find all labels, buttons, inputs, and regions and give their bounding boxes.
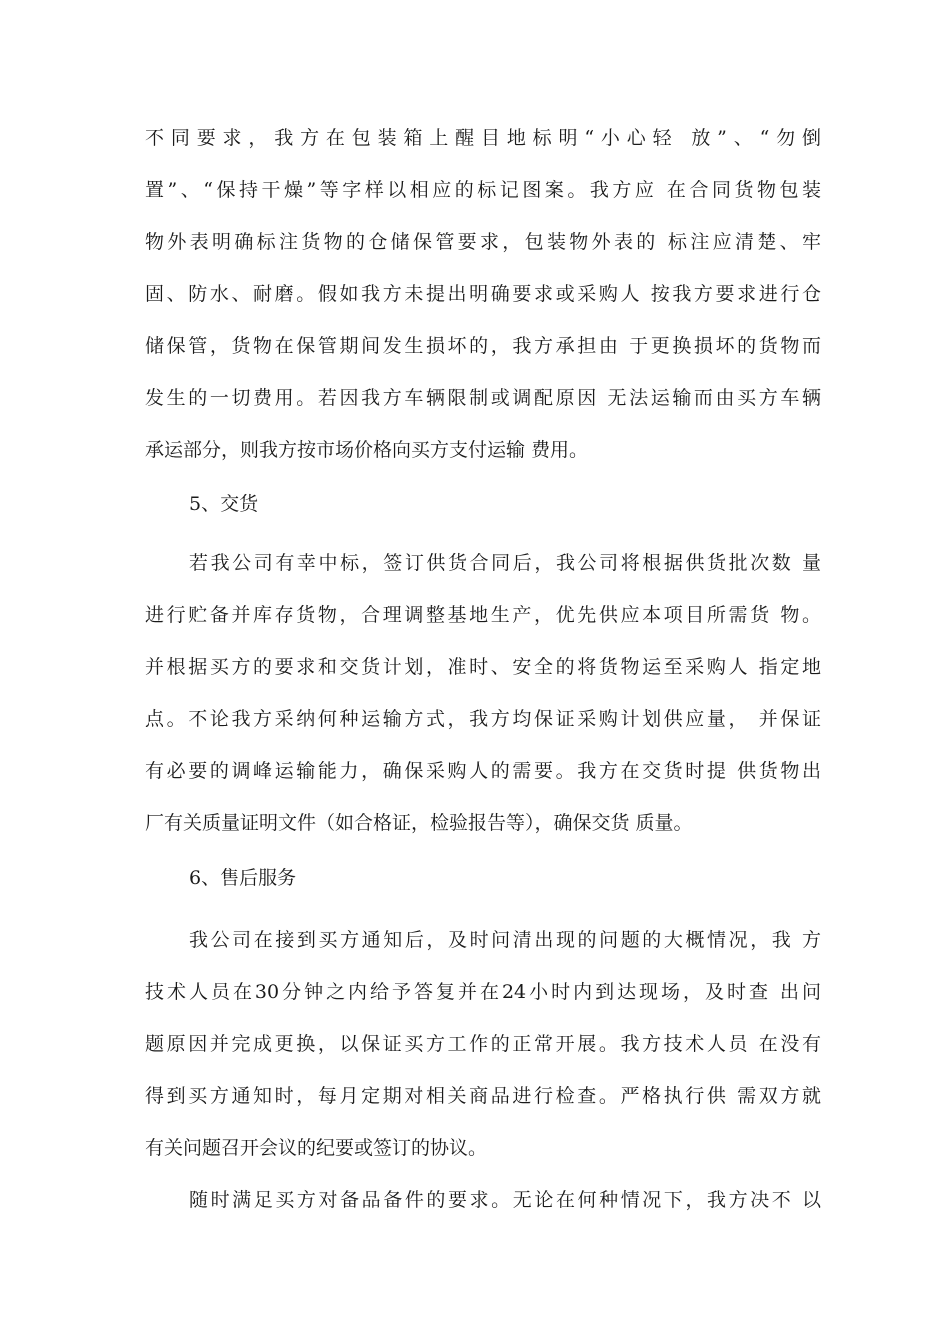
paragraph-line: 题原因并完成更换，以保证买方工作的正常开展。我方技术人员 在没有 — [145, 1033, 821, 1055]
paragraph-line: 发生的一切费用。若因我方车辆限制或调配原因 无法运输而由买方车辆 — [145, 387, 821, 409]
paragraph-line: 承运部分，则我方按市场价格向买方支付运输 费用。 — [145, 439, 589, 461]
paragraph-line: 点。不论我方采纳何种运输方式，我方均保证采购计划供应量， 并保证 — [145, 708, 821, 730]
section-heading-delivery: 5、交货 — [189, 493, 259, 515]
paragraph-line: 固、防水、耐磨。假如我方未提出明确要求或采购人 按我方要求进行仓 — [145, 283, 821, 305]
paragraph-line: 若我公司有幸中标，签订供货合同后，我公司将根据供货批次数 量 — [189, 552, 821, 574]
paragraph-line: 物外表明确标注货物的仓储保管要求，包装物外表的 标注应清楚、牢 — [145, 231, 821, 253]
section-heading-after-sales: 6、售后服务 — [189, 867, 297, 889]
paragraph-line: 并根据买方的要求和交货计划，准时、安全的将货物运至采购人 指定地 — [145, 656, 821, 678]
paragraph-line: 不同要求，我方在包装箱上醒目地标明“小心轻 放”、“勿倒 — [145, 127, 821, 149]
paragraph-line: 储保管，货物在保管期间发生损坏的，我方承担由 于更换损坏的货物而 — [145, 335, 821, 357]
paragraph-line: 有必要的调峰运输能力，确保采购人的需要。我方在交货时提 供货物出 — [145, 760, 821, 782]
paragraph-line: 有关问题召开会议的纪要或签订的协议。 — [145, 1137, 488, 1159]
paragraph-line: 技术人员在30分钟之内给予答复并在24小时内到达现场，及时查 出问 — [145, 981, 821, 1003]
paragraph-line: 厂有关质量证明文件（如合格证，检验报告等），确保交货 质量。 — [145, 812, 693, 834]
paragraph-line: 我公司在接到买方通知后，及时问清出现的问题的大概情况，我 方 — [189, 929, 821, 951]
paragraph-line: 置”、“保持干燥”等字样以相应的标记图案。我方应 在合同货物包装 — [145, 179, 821, 201]
paragraph-line: 得到买方通知时，每月定期对相关商品进行检查。严格执行供 需双方就 — [145, 1085, 821, 1107]
paragraph-line: 随时满足买方对备品备件的要求。无论在何种情况下，我方决不 以 — [189, 1189, 821, 1211]
paragraph-line: 进行贮备并库存货物，合理调整基地生产，优先供应本项目所需货 物。 — [145, 604, 821, 626]
